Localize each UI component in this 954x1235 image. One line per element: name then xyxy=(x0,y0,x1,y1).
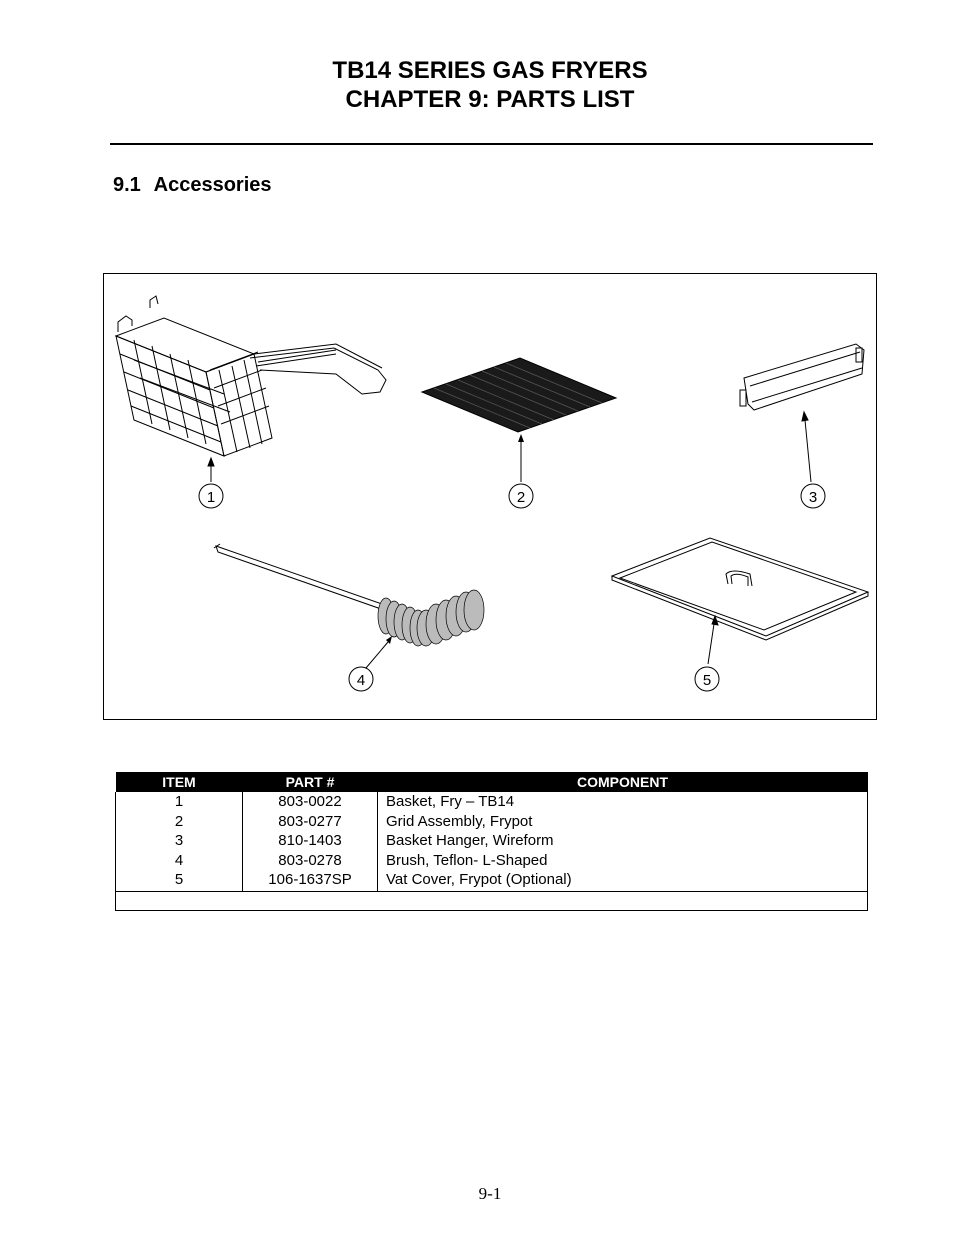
callout-label-3: 3 xyxy=(808,489,818,506)
accessories-figure xyxy=(103,273,877,720)
header-divider xyxy=(110,143,873,145)
parts-table xyxy=(115,772,868,911)
callout-label-5: 5 xyxy=(702,672,712,689)
cell-part-number: 803-0022 xyxy=(243,792,378,812)
table-row xyxy=(116,812,868,832)
title-line-2: CHAPTER 9: PARTS LIST xyxy=(345,86,635,113)
grid-assembly-illustration xyxy=(422,358,616,482)
l-brush-illustration xyxy=(214,544,484,668)
page-number: 9-1 xyxy=(478,1184,502,1203)
callout-label-1: 1 xyxy=(206,489,216,506)
cell-part-number: 803-0277 xyxy=(243,812,378,832)
cell-component: Basket Hanger, Wireform xyxy=(378,831,868,851)
cell-item: 4 xyxy=(116,851,243,871)
page-title xyxy=(0,56,954,114)
section-title: Accessories xyxy=(153,174,272,196)
callout-label-4: 4 xyxy=(356,672,366,689)
fry-basket-illustration xyxy=(116,296,386,482)
section-heading xyxy=(113,174,272,197)
title-line-1: TB14 SERIES GAS FRYERS xyxy=(332,57,648,84)
table-header-row xyxy=(116,772,868,792)
cell-item: 3 xyxy=(116,831,243,851)
col-header-part: PART # xyxy=(243,772,378,792)
section-number: 9.1 xyxy=(113,174,141,196)
vat-cover-illustration xyxy=(612,538,868,664)
cell-component: Vat Cover, Frypot (Optional) xyxy=(378,870,868,891)
table-row xyxy=(116,870,868,891)
cell-component: Brush, Teflon- L-Shaped xyxy=(378,851,868,871)
cell-part-number: 810-1403 xyxy=(243,831,378,851)
blank-cell xyxy=(116,891,868,910)
callout-label-2: 2 xyxy=(516,489,526,506)
cell-component: Basket, Fry – TB14 xyxy=(378,792,868,812)
table-row xyxy=(116,851,868,871)
col-header-item: ITEM xyxy=(116,772,243,792)
table-row xyxy=(116,831,868,851)
cell-item: 5 xyxy=(116,870,243,891)
basket-hanger-illustration xyxy=(740,344,864,482)
cell-part-number: 106-1637SP xyxy=(243,870,378,891)
col-header-component: COMPONENT xyxy=(378,772,868,792)
table-blank-row xyxy=(116,891,868,910)
cell-part-number: 803-0278 xyxy=(243,851,378,871)
table-row xyxy=(116,792,868,812)
cell-item: 2 xyxy=(116,812,243,832)
cell-item: 1 xyxy=(116,792,243,812)
cell-component: Grid Assembly, Frypot xyxy=(378,812,868,832)
